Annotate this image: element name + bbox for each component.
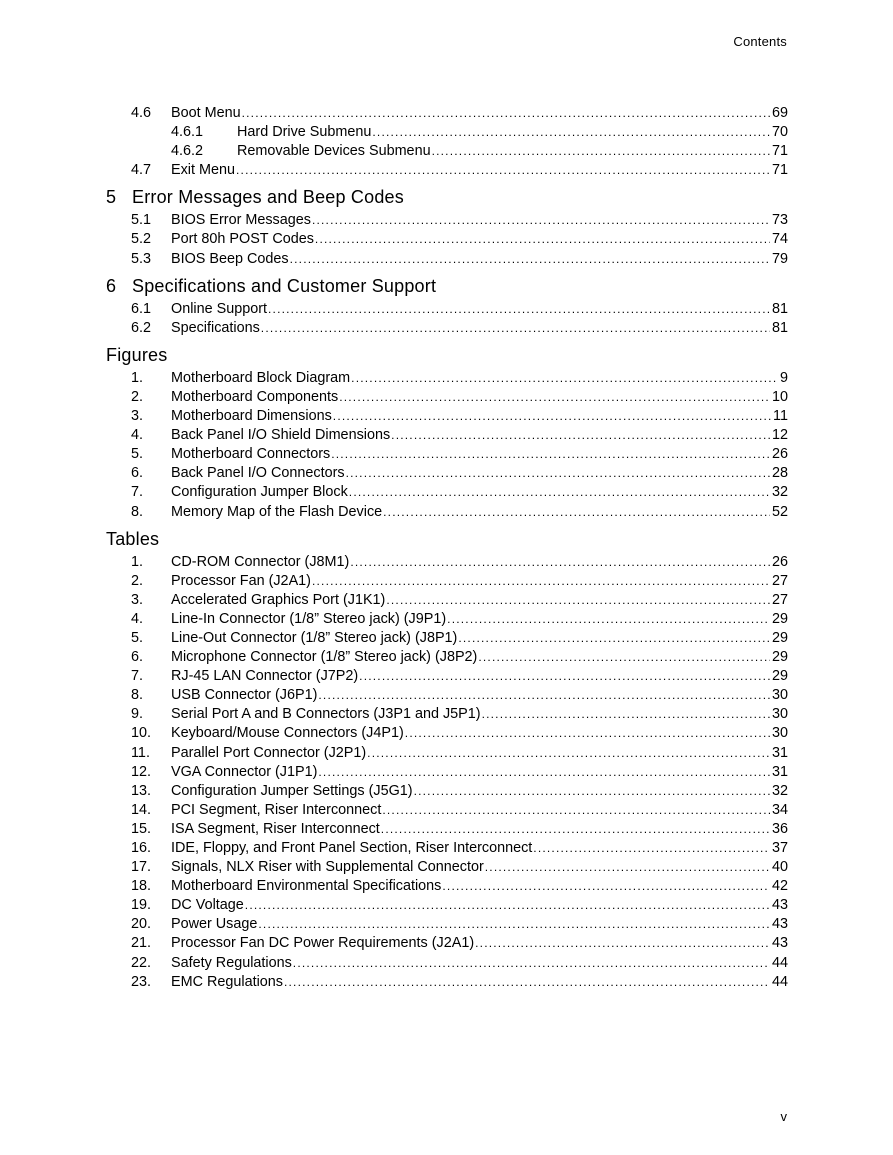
- toc-entry-label: Processor Fan DC Power Requirements (J2A1): [171, 935, 475, 952]
- toc-entry-page: 29: [771, 610, 788, 627]
- toc-entry[interactable]: [106, 934, 788, 953]
- running-header: Contents: [733, 34, 787, 49]
- toc-entry[interactable]: [106, 161, 788, 180]
- dot-leader: [442, 877, 770, 896]
- dot-leader: [383, 503, 770, 522]
- dot-leader: [268, 300, 770, 319]
- toc-entry[interactable]: [106, 591, 788, 610]
- toc-entry[interactable]: [106, 445, 788, 464]
- toc-entry-label: IDE, Floppy, and Front Panel Section, Riser Interconnect: [171, 840, 533, 856]
- toc-entry[interactable]: [106, 230, 788, 249]
- toc-entry-label: Motherboard Components: [171, 388, 339, 405]
- toc-subentry[interactable]: [106, 123, 788, 142]
- dot-leader: [405, 724, 770, 743]
- toc-entry-label: Configuration Jumper Settings (J5G1): [171, 782, 413, 799]
- toc-entry-number: 6.: [131, 649, 144, 666]
- toc-entry-page: 37: [771, 840, 788, 856]
- toc-subentry[interactable]: [106, 142, 788, 161]
- toc-entry-page: 73: [771, 212, 788, 229]
- dot-leader: [447, 610, 770, 629]
- toc-entry-page: 31: [771, 744, 788, 761]
- toc-entry-label: Motherboard Block Diagram: [171, 369, 351, 386]
- toc-entry-page: 43: [771, 935, 788, 952]
- toc-entry[interactable]: [106, 648, 788, 667]
- dot-leader: [391, 426, 770, 445]
- dot-leader: [312, 572, 770, 591]
- dot-leader: [478, 648, 770, 667]
- toc-entry-label: Motherboard Connectors: [171, 446, 331, 463]
- toc-entry-number: 4.6: [131, 105, 152, 121]
- dot-leader: [339, 388, 770, 407]
- toc-entry[interactable]: [106, 724, 788, 743]
- toc-entry-page: 69: [771, 105, 788, 121]
- tables-heading: Tables: [106, 528, 160, 549]
- dot-leader: [533, 839, 770, 858]
- toc-entry[interactable]: [106, 801, 788, 820]
- toc-entry[interactable]: [106, 839, 788, 858]
- toc-entry-page: 26: [771, 446, 788, 463]
- toc-entry[interactable]: [106, 250, 788, 269]
- dot-leader: [312, 211, 770, 230]
- toc-entry[interactable]: [106, 319, 788, 338]
- toc-entry-label: Line-In Connector (1/8” Stereo jack) (J9P1): [171, 610, 447, 627]
- toc-entry-label: Accelerated Graphics Port (J1K1): [171, 591, 386, 608]
- toc-entry[interactable]: [106, 744, 788, 763]
- dot-leader: [318, 686, 770, 705]
- toc-entry-page: 27: [771, 591, 788, 608]
- toc-entry-number: 21.: [131, 935, 152, 952]
- chapter-number: 6: [106, 275, 117, 296]
- toc-entry-number: 4.: [131, 610, 144, 627]
- dot-leader: [475, 934, 770, 953]
- dot-leader: [351, 369, 778, 388]
- dot-leader: [382, 801, 770, 820]
- toc-entry[interactable]: [106, 667, 788, 686]
- toc-entry-number: 17.: [131, 859, 152, 876]
- toc-entry-page: 70: [771, 124, 788, 141]
- dot-leader: [359, 667, 770, 686]
- toc-entry-page: 11: [773, 408, 788, 425]
- toc-entry-page: 29: [771, 629, 788, 646]
- toc-entry[interactable]: [106, 407, 788, 426]
- toc-entry-number: 13.: [131, 782, 152, 799]
- toc-entry-number: 4.: [131, 427, 144, 444]
- chapter-heading[interactable]: [106, 186, 788, 208]
- toc-entry-number: 8.: [131, 687, 144, 704]
- toc-entry[interactable]: [106, 211, 788, 230]
- chapter-5: [106, 186, 788, 268]
- toc-entry-number: 4.6.2: [171, 143, 204, 160]
- dot-leader: [293, 954, 770, 973]
- dot-leader: [482, 705, 770, 724]
- toc-entry-label: VGA Connector (J1P1): [171, 763, 318, 780]
- toc-entry-number: 5.1: [131, 212, 152, 229]
- dot-leader: [245, 896, 770, 915]
- toc-entry-page: 32: [771, 782, 788, 799]
- toc-entry-number: 22.: [131, 954, 152, 971]
- toc-entry-label: Processor Fan (J2A1): [171, 572, 311, 589]
- toc-entry-page: 81: [771, 300, 788, 317]
- toc-entry-number: 5.3: [131, 250, 152, 267]
- dot-leader: [367, 744, 770, 763]
- toc-entry-number: 4.7: [131, 162, 152, 179]
- toc-entry[interactable]: [106, 300, 788, 319]
- toc-entry-page: 71: [771, 143, 788, 160]
- toc-entry-number: 5.: [131, 446, 144, 463]
- toc-entry-page: 34: [771, 801, 788, 818]
- toc-entry-page: 42: [771, 878, 788, 895]
- toc-entry-label: Motherboard Dimensions: [171, 408, 332, 425]
- toc-entry-label: Removable Devices Submenu: [237, 143, 431, 160]
- dot-leader: [414, 782, 770, 801]
- toc-entry[interactable]: [106, 858, 788, 877]
- toc-entry-label: Exit Menu: [171, 162, 235, 179]
- toc-entry-page: 31: [771, 763, 788, 780]
- tables-list: [106, 528, 788, 992]
- toc-entry-label: Serial Port A and B Connectors (J3P1 and J5P1): [171, 706, 481, 723]
- toc-entry-page: 30: [771, 706, 788, 723]
- toc-entry-label: Boot Menu: [171, 105, 241, 121]
- dot-leader: [333, 407, 771, 426]
- tables-entries: [106, 553, 788, 992]
- dot-leader: [350, 553, 770, 572]
- toc-entry-label: Port 80h POST Codes: [171, 231, 314, 248]
- toc-entry-label: PCI Segment, Riser Interconnect: [171, 801, 382, 818]
- toc-entry-label: Configuration Jumper Block: [171, 484, 348, 501]
- table-of-contents: [106, 104, 788, 992]
- figures-entries: [106, 369, 788, 522]
- toc-entry[interactable]: [106, 483, 788, 502]
- chapter-title: Error Messages and Beep Codes: [132, 187, 404, 208]
- toc-entry-page: 40: [771, 859, 788, 876]
- toc-entry[interactable]: [106, 915, 788, 934]
- dot-leader: [349, 483, 770, 502]
- toc-entry[interactable]: [106, 503, 788, 522]
- dot-leader: [318, 763, 770, 782]
- toc-entry-label: EMC Regulations: [171, 973, 283, 990]
- toc-entry-page: 43: [771, 897, 788, 914]
- toc-top-entries: [106, 104, 788, 180]
- dot-leader: [372, 123, 770, 142]
- toc-entry-number: 9.: [131, 706, 144, 723]
- toc-entry-label: Line-Out Connector (1/8” Stereo jack) (J8P1): [171, 629, 458, 646]
- toc-entry-page: 43: [771, 916, 788, 933]
- toc-entry-page: 29: [771, 649, 788, 666]
- toc-entry[interactable]: [106, 877, 788, 896]
- toc-entry-number: 14.: [131, 801, 152, 818]
- toc-entry-page: 30: [771, 687, 788, 704]
- toc-entry[interactable]: [106, 388, 788, 407]
- toc-entry-page: 30: [771, 725, 788, 742]
- toc-entry-number: 5.: [131, 629, 144, 646]
- dot-leader: [331, 445, 770, 464]
- toc-entry-number: 19.: [131, 897, 152, 914]
- dot-leader: [381, 820, 770, 839]
- toc-entry-number: 16.: [131, 840, 152, 856]
- toc-entry-label: Microphone Connector (1/8” Stereo jack) (J8P2): [171, 649, 478, 666]
- toc-entry-number: 2.: [131, 572, 144, 589]
- toc-entry-page: 79: [771, 250, 788, 267]
- toc-entry-number: 4.6.1: [171, 124, 204, 141]
- toc-entry-page: 71: [771, 162, 788, 179]
- toc-entry[interactable]: [106, 610, 788, 629]
- toc-entry[interactable]: [106, 896, 788, 915]
- toc-entry[interactable]: [106, 464, 788, 483]
- toc-entry-number: 1.: [131, 553, 144, 570]
- toc-entry-label: CD-ROM Connector (J8M1): [171, 553, 350, 570]
- dot-leader: [458, 629, 770, 648]
- toc-entry-page: 28: [771, 465, 788, 482]
- dot-leader: [485, 858, 770, 877]
- toc-entry-number: 23.: [131, 973, 152, 990]
- toc-entry-number: 8.: [131, 503, 144, 520]
- toc-entry[interactable]: [106, 686, 788, 705]
- toc-entry-page: 32: [771, 484, 788, 501]
- toc-entry-number: 3.: [131, 408, 144, 425]
- toc-entry-number: 1.: [131, 369, 144, 386]
- toc-entry-label: BIOS Error Messages: [171, 212, 311, 229]
- toc-entry-label: Motherboard Environmental Specifications: [171, 878, 442, 895]
- toc-entry-page: 29: [771, 668, 788, 685]
- dot-leader: [290, 250, 770, 269]
- toc-entry-label: BIOS Beep Codes: [171, 250, 289, 267]
- toc-entry-page: 44: [771, 954, 788, 971]
- dot-leader: [386, 591, 770, 610]
- toc-entry-page: 36: [771, 820, 788, 837]
- toc-entry[interactable]: [106, 954, 788, 973]
- toc-entry-number: 6.: [131, 465, 144, 482]
- toc-entry-page: 9: [779, 369, 788, 386]
- toc-entry-page: 74: [771, 231, 788, 248]
- toc-entry-number: 10.: [131, 725, 152, 742]
- toc-entry-label: RJ-45 LAN Connector (J7P2): [171, 668, 359, 685]
- toc-entry[interactable]: [106, 820, 788, 839]
- chapter-6: [106, 275, 788, 338]
- dot-leader: [261, 319, 770, 338]
- toc-entry[interactable]: [106, 629, 788, 648]
- toc-entry-number: 18.: [131, 878, 152, 895]
- toc-entry[interactable]: [106, 369, 788, 388]
- dot-leader: [432, 142, 770, 161]
- toc-entry-label: Specifications: [171, 319, 260, 336]
- dot-leader: [346, 464, 770, 483]
- toc-entry[interactable]: [106, 572, 788, 591]
- chapter-number: 5: [106, 187, 117, 208]
- toc-entry-number: 6.2: [131, 319, 152, 336]
- toc-entry-label: Hard Drive Submenu: [237, 124, 372, 141]
- toc-entry-label: Back Panel I/O Connectors: [171, 465, 345, 482]
- dot-leader: [284, 973, 770, 992]
- toc-entry-number: 12.: [131, 763, 152, 780]
- toc-entry[interactable]: [106, 973, 788, 992]
- toc-entry-page: 44: [771, 973, 788, 990]
- chapter-heading[interactable]: [106, 275, 788, 297]
- toc-entry-label: Signals, NLX Riser with Supplemental Connector: [171, 859, 484, 876]
- toc-entry[interactable]: [106, 104, 788, 123]
- toc-entry-number: 7.: [131, 484, 144, 501]
- toc-entry-number: 6.1: [131, 300, 152, 317]
- toc-entry-page: 27: [771, 572, 788, 589]
- toc-entry-label: Power Usage: [171, 916, 258, 933]
- toc-entry-label: DC Voltage: [171, 897, 244, 914]
- toc-entry-number: 15.: [131, 820, 152, 837]
- dot-leader: [315, 230, 770, 249]
- chapter-title: Specifications and Customer Support: [132, 275, 437, 296]
- toc-entry-label: Safety Regulations: [171, 954, 292, 971]
- toc-entry[interactable]: [106, 426, 788, 445]
- toc-entry-label: Keyboard/Mouse Connectors (J4P1): [171, 725, 404, 742]
- toc-entry-number: 3.: [131, 591, 144, 608]
- dot-leader: [236, 161, 770, 180]
- toc-entry[interactable]: [106, 553, 788, 572]
- toc-entry[interactable]: [106, 705, 788, 724]
- toc-entry[interactable]: [106, 763, 788, 782]
- toc-entry-label: Online Support: [171, 300, 267, 317]
- toc-entry-number: 5.2: [131, 231, 152, 248]
- toc-entry-number: 20.: [131, 916, 152, 933]
- toc-entry-page: 52: [771, 503, 788, 520]
- toc-entry-label: ISA Segment, Riser Interconnect: [171, 820, 380, 837]
- toc-entry-page: 26: [771, 553, 788, 570]
- dot-leader: [242, 104, 770, 123]
- figures-list: [106, 344, 788, 522]
- toc-entry-page: 12: [771, 427, 788, 444]
- figures-heading: Figures: [106, 344, 168, 365]
- toc-entry[interactable]: [106, 782, 788, 801]
- toc-entry-number: 11.: [131, 744, 150, 761]
- toc-entry-number: 7.: [131, 668, 144, 685]
- dot-leader: [258, 915, 770, 934]
- toc-entry-page: 10: [771, 388, 788, 405]
- toc-entry-label: Back Panel I/O Shield Dimensions: [171, 427, 391, 444]
- page-number: v: [780, 1109, 787, 1124]
- toc-entry-label: Parallel Port Connector (J2P1): [171, 744, 367, 761]
- toc-entry-page: 81: [771, 319, 788, 336]
- toc-entry-number: 2.: [131, 388, 144, 405]
- toc-entry-label: Memory Map of the Flash Device: [171, 503, 383, 520]
- toc-entry-label: USB Connector (J6P1): [171, 687, 318, 704]
